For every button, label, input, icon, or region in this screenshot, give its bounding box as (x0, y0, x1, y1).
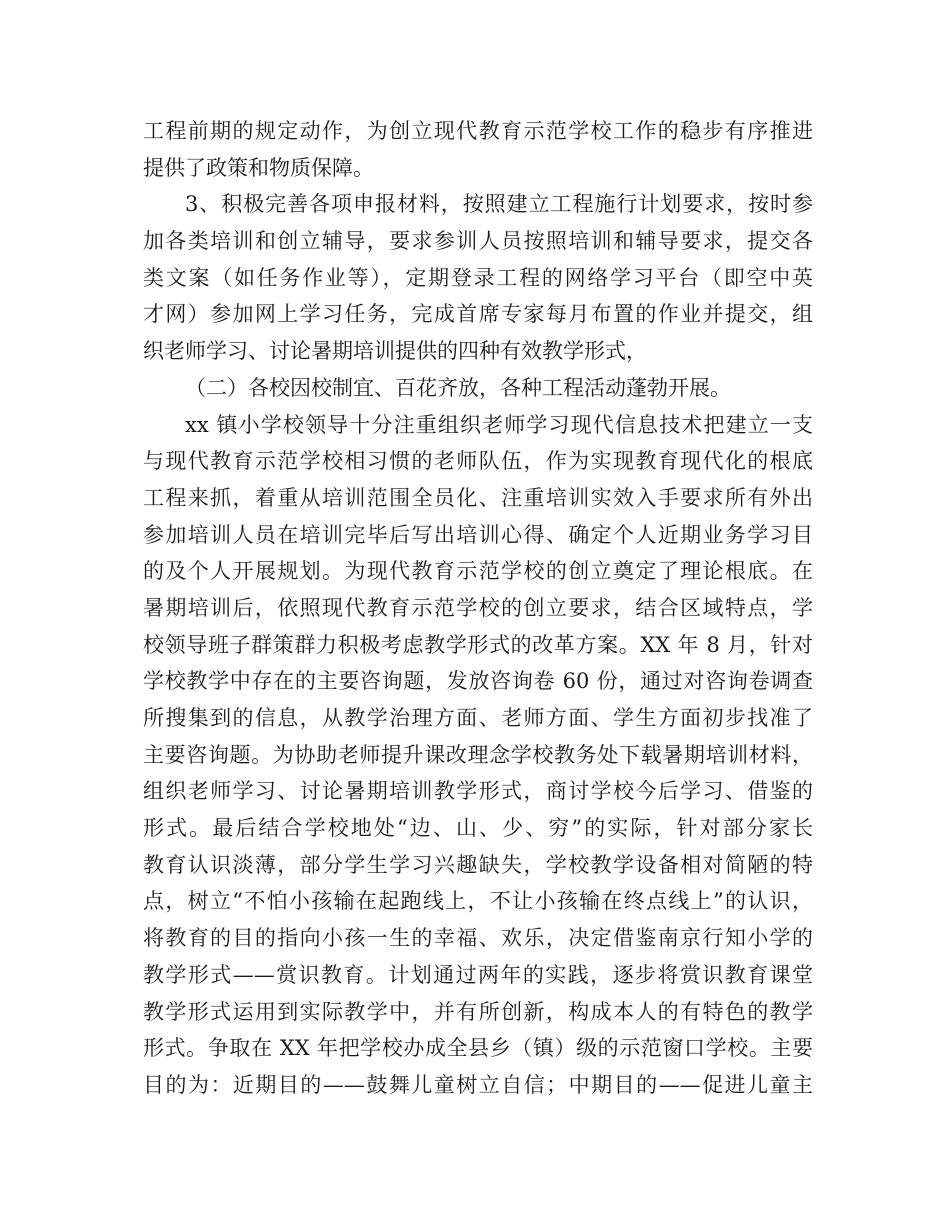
text-line: （二）各校因校制宜、百花齐放，各种工程活动蓬勃开展。 (185, 375, 731, 400)
text-line: 3、积极完善各项申报材料，按照建立工程施行计划要求，按时参 (185, 192, 813, 217)
text-line: 织老师学习、讨论暑期培训提供的四种有效教学形式， (143, 339, 647, 364)
text-line: 形式。争取在 XX 年把学校办成全县乡（镇）级的示范窗口学校。主要 (143, 1036, 813, 1061)
text-line: 类文案（如任务作业等），定期登录工程的网络学习平台（即空中英 (143, 265, 813, 290)
paragraph-p1 (143, 113, 813, 186)
text-line: 校领导班子群策群力积极考虑教学形式的改革方案。XX 年 8 月，针对 (143, 632, 813, 657)
paragraph-p4 (143, 407, 813, 1104)
text-line: 主要咨询题。为协助老师提升课改理念学校教务处下载暑期培训材料， (143, 742, 813, 767)
text-line: 所搜集到的信息，从教学治理方面、老师方面、学生方面初步找准了 (143, 706, 813, 730)
text-line: 参加培训人员在培训完毕后写出培训心得、确定个人近期业务学习目 (143, 522, 813, 547)
text-line: 教育认识淡薄，部分学生学习兴趣缺失，学校教学设备相对简陋的特 (143, 852, 813, 877)
text-line: 工程来抓，着重从培训范围全员化、注重培训实效入手要求所有外出 (143, 485, 813, 510)
text-line: 组织老师学习、讨论暑期培训教学形式，商讨学校今后学习、借鉴的 (143, 779, 813, 804)
text-line: 的及个人开展规划。为现代教育示范学校的创立奠定了理论根底。在 (143, 559, 813, 584)
text-line: 提供了政策和物质保障。 (143, 155, 374, 180)
text-line: 点，树立“不怕小孩输在起跑线上，不让小孩输在终点线上”的认识， (143, 889, 813, 914)
document-body (143, 113, 813, 1104)
text-line: 才网）参加网上学习任务，完成首席专家每月布置的作业并提交，组 (143, 302, 813, 327)
text-line: 暑期培训后，依照现代教育示范学校的创立要求，结合区域特点，学 (143, 595, 813, 620)
paragraph-p3 (143, 370, 813, 407)
text-line: xx 镇小学校领导十分注重组织老师学习现代信息技术把建立一支 (185, 412, 813, 437)
text-line: 将教育的目的指向小孩一生的幸福、欢乐，决定借鉴南京行知小学的 (143, 926, 813, 951)
text-line: 形式。最后结合学校地处“边、山、少、穷”的实际，针对部分家长 (143, 816, 813, 841)
text-line: 学校教学中存在的主要咨询题，发放咨询卷 60 份，通过对咨询卷调查 (143, 669, 813, 694)
text-line: 与现代教育示范学校相习惯的老师队伍，作为实现教育现代化的根底 (143, 449, 813, 474)
text-line: 工程前期的规定动作，为创立现代教育示范学校工作的稳步有序推进 (143, 119, 813, 143)
paragraph-p2 (143, 186, 813, 369)
text-line: 教学形式——赏识教育。计划通过两年的实践，逐步将赏识教育课堂 (143, 962, 813, 987)
text-line: 加各类培训和创立辅导，要求参训人员按照培训和辅导要求，提交各 (143, 229, 813, 254)
text-line: 教学形式运用到实际教学中，并有所创新，构成本人的有特色的教学 (143, 999, 813, 1024)
text-line: 目的为：近期目的——鼓舞儿童树立自信；中期目的——促进儿童主 (143, 1072, 813, 1097)
